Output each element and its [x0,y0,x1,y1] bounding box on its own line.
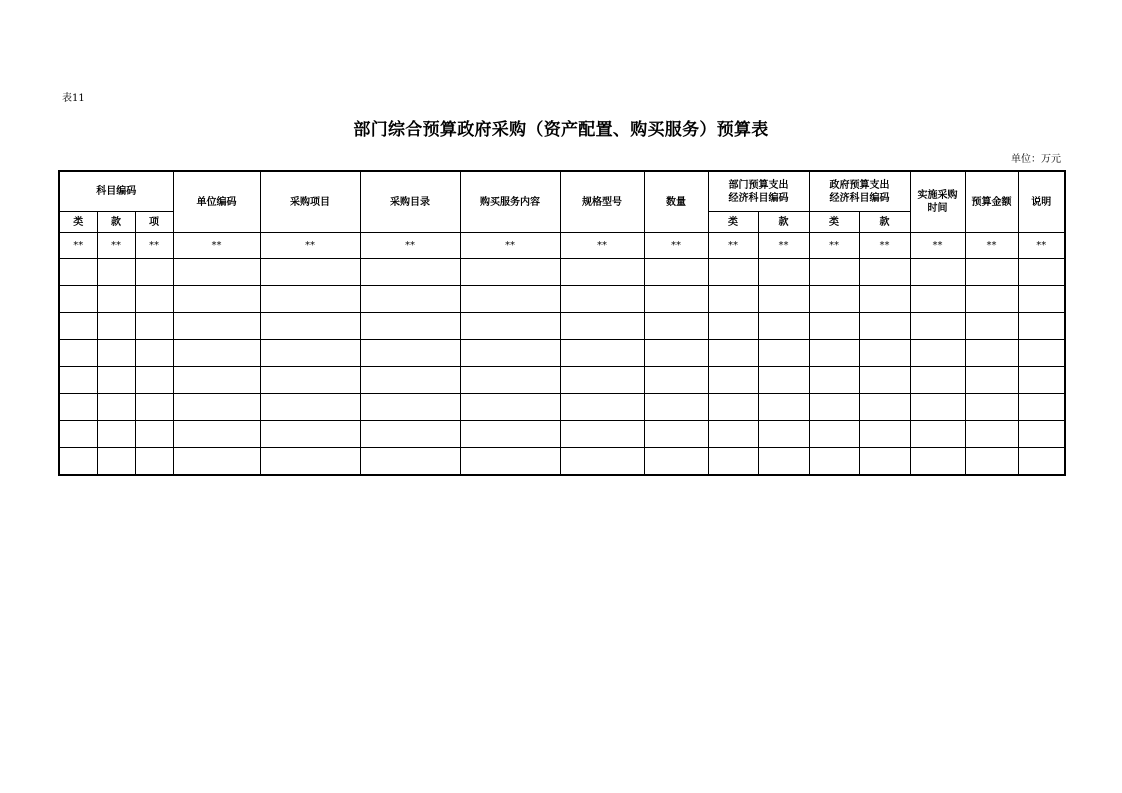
table-cell [97,394,135,421]
table-cell [859,367,910,394]
table-cell [859,394,910,421]
table-cell: ** [59,233,97,259]
table-row [59,313,1065,340]
table-cell [97,421,135,448]
table-cell [97,313,135,340]
table-cell [809,394,859,421]
table-cell [173,259,260,286]
table-cell [910,286,965,313]
table-number: 表11 [62,93,85,104]
table-cell [260,394,360,421]
table-cell [644,448,708,476]
table-cell [965,367,1018,394]
table-cell [910,313,965,340]
table-row [59,448,1065,476]
table-cell [360,340,460,367]
header-subject-code: 科目编码 [59,171,173,212]
table-cell [708,340,758,367]
header-gov-econ-line1: 政府预算支出 [829,179,890,191]
table-cell [260,448,360,476]
table-cell [644,367,708,394]
table-cell [1018,259,1065,286]
table-row [59,367,1065,394]
table-cell [859,286,910,313]
table-cell [460,421,560,448]
table-cell [910,259,965,286]
table-cell [708,313,758,340]
table-cell [859,313,910,340]
header-impl-time [910,171,965,233]
table-cell [360,286,460,313]
table-cell [173,340,260,367]
table-row [59,340,1065,367]
table-cell [809,421,859,448]
table-cell [560,367,644,394]
table-row [59,421,1065,448]
table-cell [910,448,965,476]
header-dept-econ-line1: 部门预算支出 [728,179,789,191]
table-cell [260,421,360,448]
table-cell [460,367,560,394]
table-cell [97,286,135,313]
table-cell [965,421,1018,448]
table-cell [135,286,173,313]
table-cell [809,340,859,367]
table-cell [910,421,965,448]
table-cell [708,286,758,313]
table-cell [59,313,97,340]
table-cell [260,313,360,340]
table-cell [135,259,173,286]
table-cell [758,367,809,394]
table-cell [758,394,809,421]
table-cell [135,313,173,340]
table-row [59,286,1065,313]
table-cell [59,421,97,448]
table-cell [758,340,809,367]
page-title: 部门综合预算政府采购（资产配置、购买服务）预算表 [353,120,769,140]
table-cell [965,340,1018,367]
table-cell [910,367,965,394]
table-cell [135,340,173,367]
header-purchase-item: 采购项目 [260,171,360,233]
table-cell [965,259,1018,286]
header-dept-lei: 类 [708,212,758,233]
table-cell [59,367,97,394]
table-cell [965,286,1018,313]
table-cell [644,340,708,367]
table-cell [360,367,460,394]
table-cell [1018,421,1065,448]
table-cell [59,340,97,367]
table-cell [708,259,758,286]
table-cell [809,286,859,313]
table-cell [173,367,260,394]
table-cell [173,448,260,476]
table-cell: ** [965,233,1018,259]
table-cell: ** [560,233,644,259]
table-cell [859,421,910,448]
table-cell: ** [910,233,965,259]
table-cell [708,367,758,394]
header-dept-econ-code [708,171,809,212]
table-cell [560,259,644,286]
table-cell [859,448,910,476]
header-impl-time-line1: 实施采购 [917,190,958,201]
table-cell [758,448,809,476]
table-cell [460,313,560,340]
table-cell [809,259,859,286]
table-row [59,394,1065,421]
header-spec-model: 规格型号 [560,171,644,233]
table-cell: ** [644,233,708,259]
table-cell [708,394,758,421]
table-cell [97,340,135,367]
header-gov-kuan: 款 [859,212,910,233]
table-cell [708,448,758,476]
header-dept-kuan: 款 [758,212,809,233]
table-cell [59,259,97,286]
table-cell: ** [460,233,560,259]
table-cell [97,448,135,476]
table-cell [1018,367,1065,394]
table-cell [59,448,97,476]
table-cell [965,448,1018,476]
table-cell [59,394,97,421]
table-cell [360,313,460,340]
table-cell [910,340,965,367]
table-cell [859,259,910,286]
table-cell [173,286,260,313]
table-cell [173,313,260,340]
header-impl-time-line2: 时间 [927,203,948,214]
table-cell [460,340,560,367]
table-cell [965,394,1018,421]
table-cell [260,367,360,394]
header-unit-code: 单位编码 [173,171,260,233]
table-cell [809,367,859,394]
table-cell [560,421,644,448]
table-cell [560,313,644,340]
table-cell: ** [859,233,910,259]
table-cell [560,448,644,476]
table-cell [809,313,859,340]
table-cell [758,286,809,313]
table-cell [1018,448,1065,476]
header-gov-econ-line2: 经济科目编码 [829,192,890,204]
table-cell [135,448,173,476]
table-cell: ** [97,233,135,259]
table-cell: ** [1018,233,1065,259]
table-cell [644,286,708,313]
table-cell [135,367,173,394]
table-cell [135,421,173,448]
table-cell: ** [173,233,260,259]
table-cell [173,421,260,448]
table-cell: ** [809,233,859,259]
table-cell [758,313,809,340]
table-cell [1018,286,1065,313]
table-cell [173,394,260,421]
table-cell [809,448,859,476]
table-cell [965,313,1018,340]
header-kuan: 款 [97,212,135,233]
table-cell [644,394,708,421]
header-remark: 说明 [1018,171,1065,233]
table-cell [260,259,360,286]
header-lei: 类 [59,212,97,233]
table-cell [260,340,360,367]
table-cell [708,421,758,448]
table-cell: ** [360,233,460,259]
header-budget-amount: 预算金额 [965,171,1018,233]
table-cell [859,340,910,367]
placeholder-row [59,233,1065,259]
table-cell [644,421,708,448]
unit-label: 单位：万元 [1011,154,1061,165]
header-dept-econ-line2: 经济科目编码 [728,192,789,204]
table-cell [135,394,173,421]
table-cell [97,367,135,394]
table-cell: ** [708,233,758,259]
table-cell [644,313,708,340]
table-cell [360,394,460,421]
table-cell [460,394,560,421]
table-cell [460,286,560,313]
header-xiang: 项 [135,212,173,233]
table-cell [1018,313,1065,340]
table-cell [758,259,809,286]
table-cell: ** [758,233,809,259]
table-cell [460,448,560,476]
table-cell [560,286,644,313]
budget-table [58,170,1066,476]
table-cell [560,340,644,367]
header-gov-lei: 类 [809,212,859,233]
table-cell [644,259,708,286]
table-cell [1018,394,1065,421]
table-cell: ** [260,233,360,259]
header-gov-econ-code [809,171,910,212]
table-cell [910,394,965,421]
header-service-content: 购买服务内容 [460,171,560,233]
table-cell: ** [135,233,173,259]
table-cell [560,394,644,421]
table-cell [260,286,360,313]
table-cell [97,259,135,286]
table-cell [460,259,560,286]
table-cell [59,286,97,313]
table-row [59,259,1065,286]
table-cell [1018,340,1065,367]
header-quantity: 数量 [644,171,708,233]
table-cell [360,448,460,476]
table-cell [360,421,460,448]
table-cell [360,259,460,286]
header-purchase-catalog: 采购目录 [360,171,460,233]
table-cell [758,421,809,448]
